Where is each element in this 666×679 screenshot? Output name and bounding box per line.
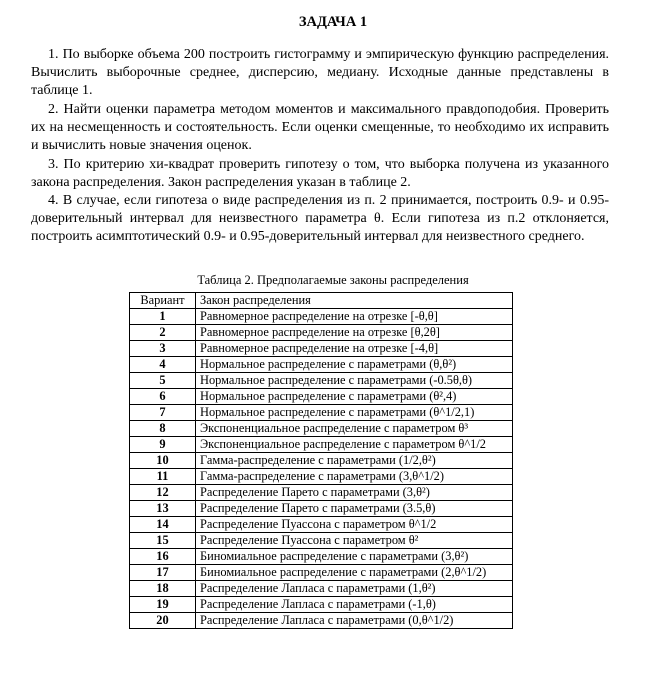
variant-cell: 18	[130, 581, 196, 597]
law-cell: Нормальное распределение с параметрами (θ²,4)	[196, 389, 513, 405]
variant-cell: 7	[130, 405, 196, 421]
variant-cell: 13	[130, 501, 196, 517]
variant-cell: 11	[130, 469, 196, 485]
law-cell: Гамма-распределение с параметрами (1/2,θ²)	[196, 453, 513, 469]
variant-cell: 16	[130, 549, 196, 565]
task-text: В случае, если гипотеза о виде распределения из п. 2 принимается, построить 0.9- и 0.95-доверительный интервал для неизвестного параметра θ. Если гипотеза из п.2 отклоняется, построить асимптотический 0.9- и 0.95-доверительный интервал для неизвестного среднего.	[31, 193, 609, 245]
table-row	[130, 309, 513, 325]
task-paragraph-1	[31, 46, 609, 101]
law-cell: Нормальное распределение с параметрами (θ^1/2,1)	[196, 405, 513, 421]
table-row	[130, 549, 513, 565]
table-row	[130, 469, 513, 485]
task-paragraph-4	[31, 192, 609, 247]
task-number: 1.	[48, 47, 59, 62]
law-cell: Распределение Парето с параметрами (3.5,θ)	[196, 501, 513, 517]
task-paragraph-3	[31, 156, 609, 192]
table-row	[130, 325, 513, 341]
variant-cell: 20	[130, 613, 196, 629]
task-text: По критерию хи-квадрат проверить гипотезу о том, что выборка получена из указанного закона распределения. Закон распределения указан в таблице 2.	[31, 157, 609, 191]
variant-cell: 8	[130, 421, 196, 437]
task-text: Найти оценки параметра методом моментов и максимального правдоподобия. Проверить их на несмещенность и состоятельность. Если оценки смещенные, то необходимо их исправить и вычислить новые значения оценок.	[31, 102, 609, 154]
law-cell: Нормальное распределение с параметрами (-0.5θ,θ)	[196, 373, 513, 389]
table-row	[130, 405, 513, 421]
law-cell: Экспоненциальное распределение с параметром θ³	[196, 421, 513, 437]
table-row	[130, 437, 513, 453]
table-body	[130, 309, 513, 629]
law-cell: Распределение Пуассона с параметром θ²	[196, 533, 513, 549]
table-row	[130, 597, 513, 613]
variant-cell: 10	[130, 453, 196, 469]
law-cell: Равномерное распределение на отрезке [-4,θ]	[196, 341, 513, 357]
law-cell: Распределение Пуассона с параметром θ^1/2	[196, 517, 513, 533]
table-row	[130, 613, 513, 629]
table-row	[130, 357, 513, 373]
table-row	[130, 341, 513, 357]
variant-cell: 6	[130, 389, 196, 405]
variant-cell: 3	[130, 341, 196, 357]
variant-cell: 14	[130, 517, 196, 533]
task-title: ЗАДАЧА 1	[298, 14, 368, 30]
variant-cell: 2	[130, 325, 196, 341]
task-number: 2.	[48, 102, 59, 117]
distribution-table	[129, 292, 513, 629]
table-header-row	[130, 293, 513, 309]
law-cell: Равномерное распределение на отрезке [θ,2θ]	[196, 325, 513, 341]
table-row	[130, 373, 513, 389]
law-cell: Распределение Лапласа с параметрами (-1,θ)	[196, 597, 513, 613]
law-cell: Экспоненциальное распределение с параметром θ^1/2	[196, 437, 513, 453]
table-row	[130, 565, 513, 581]
table-row	[130, 533, 513, 549]
task-text: По выборке объема 200 построить гистограмму и эмпирическую функцию распределения. Вычислить выборочные среднее, дисперсию, медиану. Исходные данные представлены в таблице 1.	[31, 47, 610, 99]
table-row	[130, 501, 513, 517]
law-cell: Биномиальное распределение с параметрами (3,θ²)	[196, 549, 513, 565]
variant-cell: 17	[130, 565, 196, 581]
law-cell: Распределение Парето с параметрами (3,θ²)	[196, 485, 513, 501]
table-row	[130, 421, 513, 437]
table-row	[130, 581, 513, 597]
law-cell: Биномиальное распределение с параметрами (2,θ^1/2)	[196, 565, 513, 581]
variant-cell: 1	[130, 309, 196, 325]
table-row	[130, 453, 513, 469]
table-row	[130, 485, 513, 501]
law-cell: Распределение Лапласа с параметрами (0,θ^1/2)	[196, 613, 513, 629]
variant-cell: 12	[130, 485, 196, 501]
variant-cell: 4	[130, 357, 196, 373]
law-cell: Равномерное распределение на отрезке [-θ,θ]	[196, 309, 513, 325]
task-number: 3.	[48, 157, 59, 172]
header-law: Закон распределения	[196, 293, 513, 309]
law-cell: Распределение Лапласа с параметрами (1,θ²)	[196, 581, 513, 597]
table-caption: Таблица 2. Предполагаемые законы распределения	[197, 273, 469, 287]
variant-cell: 9	[130, 437, 196, 453]
task-paragraph-2	[31, 101, 609, 156]
table-row	[130, 389, 513, 405]
task-number: 4.	[48, 193, 59, 208]
header-variant: Вариант	[130, 293, 196, 309]
law-cell: Гамма-распределение с параметрами (3,θ^1/2)	[196, 469, 513, 485]
law-cell: Нормальное распределение с параметрами (θ,θ²)	[196, 357, 513, 373]
variant-cell: 19	[130, 597, 196, 613]
variant-cell: 15	[130, 533, 196, 549]
table-row	[130, 517, 513, 533]
variant-cell: 5	[130, 373, 196, 389]
